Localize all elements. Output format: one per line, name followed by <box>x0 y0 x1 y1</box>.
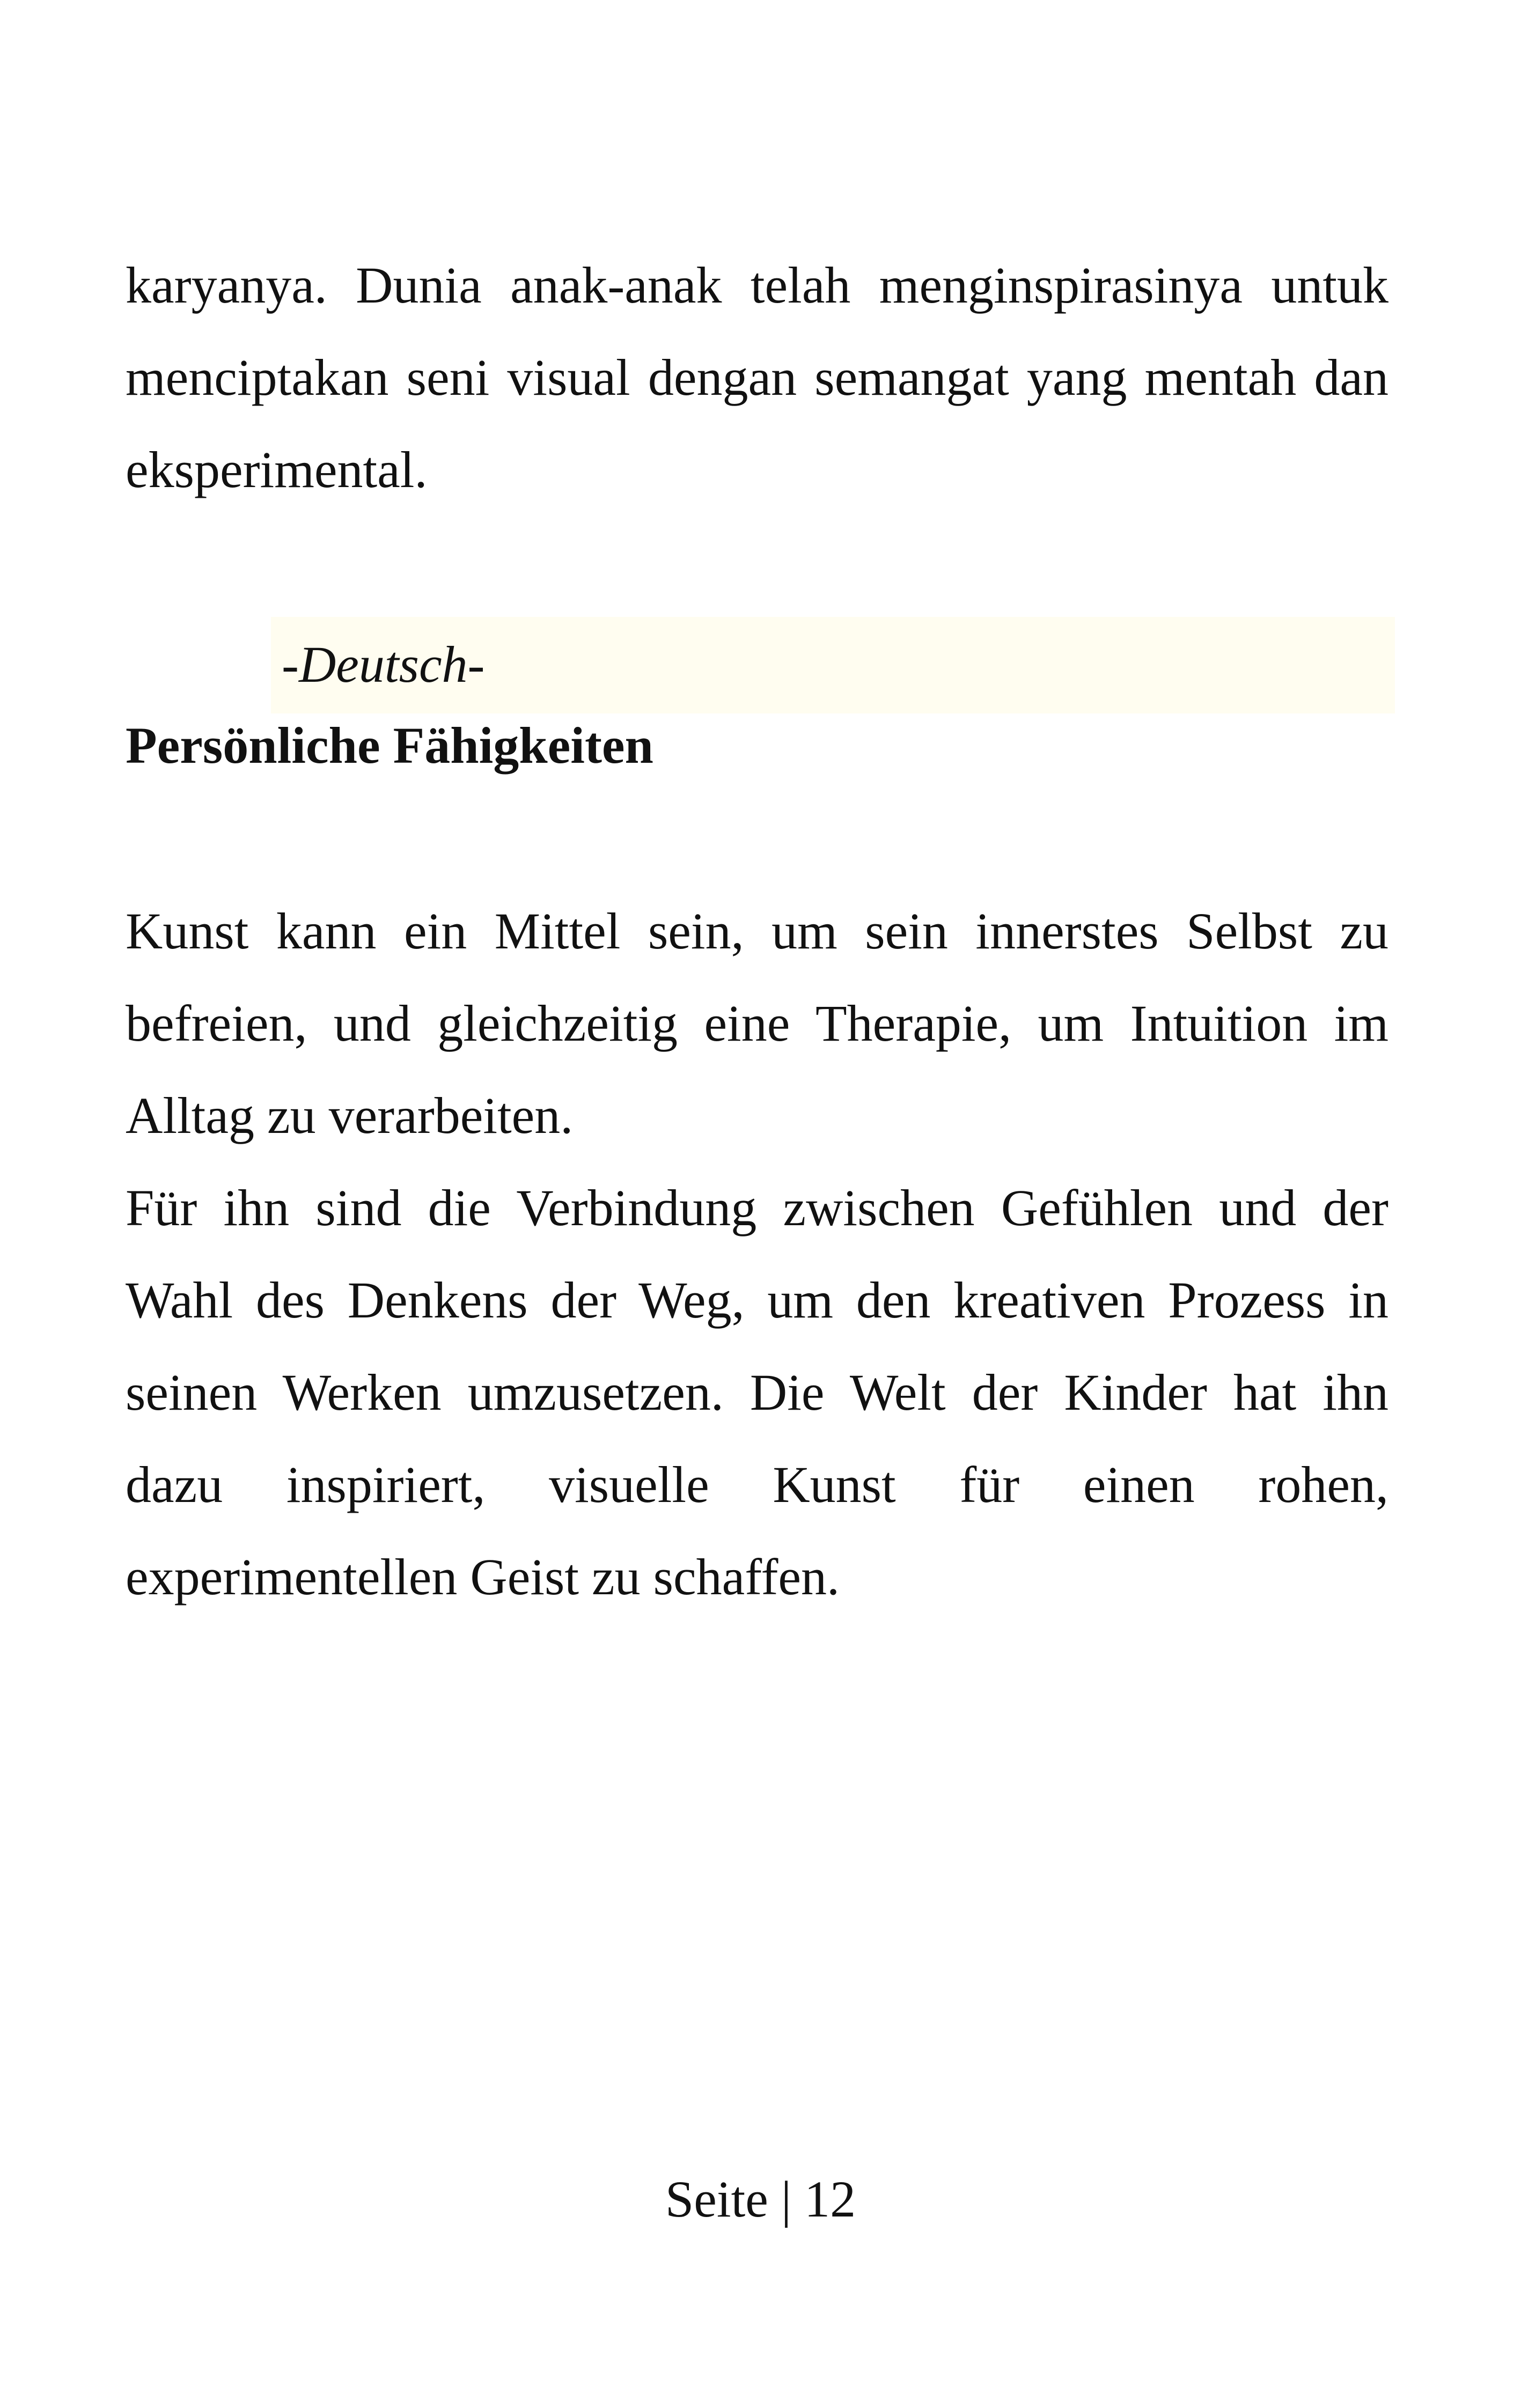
german-paragraph-2: Für ihn sind die Verbindung zwischen Gefühlen und der Wahl des Denkens der Weg, um den kreativen Prozess in seinen Werken umzusetzen. Die Welt der Kinder hat ihn dazu inspiriert, visuelle Kunst für einen rohen, experimentellen Geist zu schaffen. <box>126 1179 1388 1606</box>
language-label-highlight <box>271 617 1395 713</box>
german-body <box>126 885 1388 1623</box>
section-heading: Persönliche Fähigkeiten <box>126 717 653 774</box>
indonesian-paragraph: karyanya. Dunia anak-anak telah menginspirasinya untuk menciptakan seni visual dengan semangat yang mentah dan eksperimental. <box>126 256 1388 498</box>
language-label: -Deutsch- <box>282 636 485 693</box>
page-number-footer: Seite | 12 <box>665 2170 856 2228</box>
german-paragraph-1: Kunst kann ein Mittel sein, um sein innerstes Selbst zu befreien, und gleichzeitig eine Therapie, um Intuition im Alltag zu verarbeiten. <box>126 902 1388 1144</box>
